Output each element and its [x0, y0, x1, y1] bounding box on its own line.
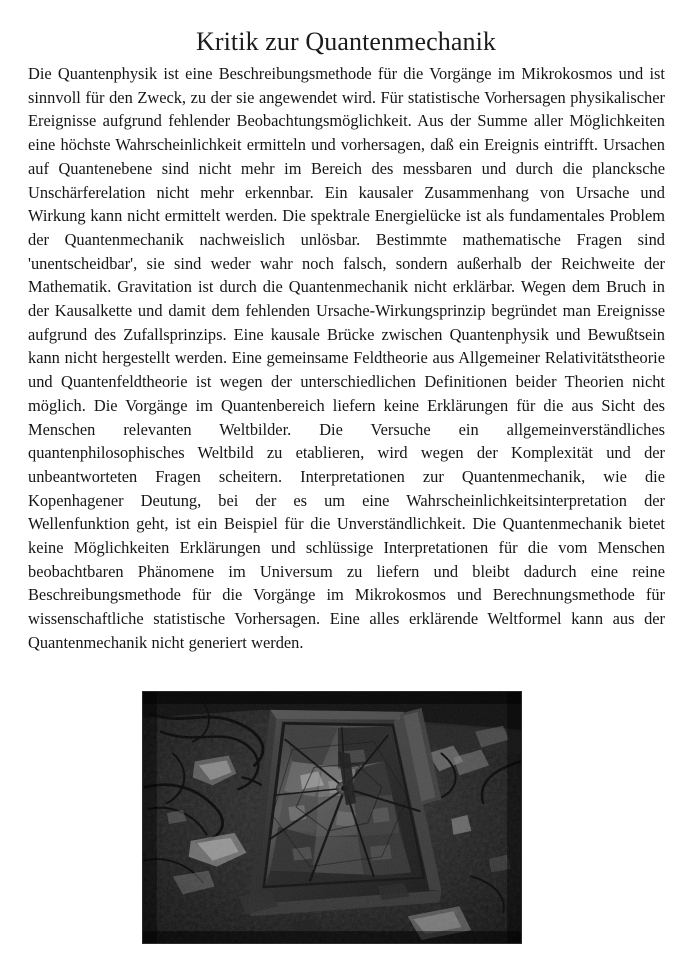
- broken-mirror-photo: [142, 691, 522, 944]
- broken-mirror-illustration: [143, 692, 521, 943]
- page-title: Kritik zur Quantenmechanik: [195, 27, 497, 57]
- body-paragraph: Die Quantenphysik ist eine Beschreibungsmethode für die Vorgänge im Mikrokosmos und ist sinnvoll für den Zweck, zu der sie angewendet wird. Für statistische Vorhersagen physikalischer Ereignisse aufgrund fehlender Beobachtungsmöglichkeit. Aus der Summe aller Möglichkeiten eine höchste Wahrscheinlichkeit ermitteln und vorhersagen, daß ein Ereignis eintrifft. Ursachen auf Quantenebene sind nicht mehr im Bereich des messbaren und durch die plancksche Unschärferelation nicht mehr erkennbar. Ein kausaler Zusammenhang von Ursache und Wirkung kann nicht ermittelt werden. Die spektrale Energielücke ist als fundamentales Problem der Quantenmechanik nachweislich unlösbar. Bestimmte mathematische Fragen sind 'unentscheidbar', sie sind weder wahr noch falsch, sondern außerhalb der Reichweite der Mathematik. Gravitation ist durch die Quantenmechanik nicht erklärbar. Wegen dem Bruch in der Kausalkette und damit dem fehlenden Ursache-Wirkungsprinzip begründet man Ereignisse aufgrund des Zufallsprinzips. Eine kausale Brücke zwischen Quantenphysik und Bewußtsein kann nicht hergestellt werden. Eine gemeinsame Feldtheorie aus Allgemeiner Relativitätstheorie und Quantenfeldtheorie ist wegen der unterschiedlichen Definitionen beider Theorien nicht möglich. Die Vorgänge im Quantenbereich liefern keine Erklärungen für die aus Sicht des Menschen relevanten Weltbilder. Die Versuche ein allgemeinverständliches quantenphilosophisches Weltbild zu etablieren, wird wegen der Komplexität und der unbeantworteten Fragen scheitern. Interpretationen zur Quantenmechanik, wie die Kopenhagener Deutung, bei der es um eine Wahrscheinlichkeitsinterpretation der Wellenfunktion geht, ist ein Beispiel für die Unverständlichkeit. Die Quantenmechanik bietet keine Möglichkeiten Erklärungen und schlüssige Interpretationen für die vom Menschen beobachtbaren Phänomene im Universum zu liefern und bleibt dadurch eine reine Beschreibungsmethode für die Vorgänge im Mikrokosmos und Berechnungsmethode für wissenschaftliche statistische Vorhersagen. Eine alles erklärende Weltformel kann aus der Quantenmechanik nicht generiert werden.: [28, 64, 665, 652]
